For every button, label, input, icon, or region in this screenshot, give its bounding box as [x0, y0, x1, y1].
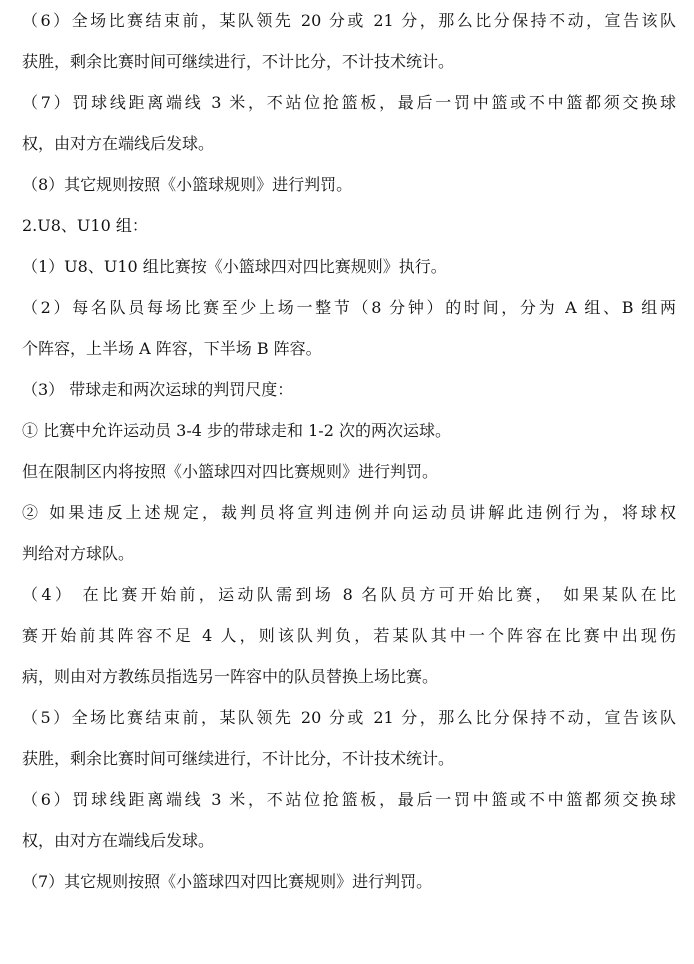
section-heading-u8-u10: 2.U8、U10 组：: [22, 216, 148, 235]
u8-rule-3-item-2-line-2: 判给对方球队。: [22, 544, 135, 563]
paragraph-7-line-2: 权，由对方在端线后发球。: [22, 134, 215, 153]
u8-rule-6-line-2: 权，由对方在端线后发球。: [22, 831, 215, 850]
u8-rule-3-item-1-note: 但在限制区内将按照《小篮球四对四比赛规则》进行判罚。: [22, 462, 439, 481]
u8-rule-5-line-1: （5）全场比赛结束前，某队领先 20 分或 21 分，那么比分保持不动，宣告该队: [22, 708, 676, 727]
u8-rule-3-item-2-line-1: ② 如果违反上述规定，裁判员将宣判违例并向运动员讲解此违例行为，将球权: [22, 503, 676, 522]
u8-rule-2-line-2: 个阵容，上半场 A 阵容，下半场 B 阵容。: [22, 339, 322, 358]
u8-rule-3: （3） 带球走和两次运球的判罚尺度：: [22, 380, 294, 399]
paragraph-8: （8）其它规则按照《小篮球规则》进行判罚。: [22, 175, 353, 194]
u8-rule-1: （1）U8、U10 组比赛按《小篮球四对四比赛规则》执行。: [22, 257, 447, 276]
paragraph-7-line-1: （7）罚球线距离端线 3 米，不站位抢篮板，最后一罚中篮或不中篮都须交换球: [22, 93, 676, 112]
u8-rule-6-line-1: （6）罚球线距离端线 3 米，不站位抢篮板，最后一罚中篮或不中篮都须交换球: [22, 790, 676, 809]
u8-rule-4-line-2: 赛开始前其阵容不足 4 人，则该队判负，若某队其中一个阵容在比赛中出现伤: [22, 626, 676, 645]
paragraph-6-line-2: 获胜，剩余比赛时间可继续进行，不计比分，不计技术统计。: [22, 52, 455, 71]
u8-rule-3-item-1: ① 比赛中允许运动员 3-4 步的带球走和 1-2 次的两次运球。: [22, 421, 451, 440]
u8-rule-4-line-3: 病，则由对方教练员指选另一阵容中的队员替换上场比赛。: [22, 667, 439, 686]
u8-rule-4-line-1: （4） 在比赛开始前，运动队需到场 8 名队员方可开始比赛， 如果某队在比: [22, 585, 676, 604]
u8-rule-5-line-2: 获胜，剩余比赛时间可继续进行，不计比分，不计技术统计。: [22, 749, 455, 768]
paragraph-6-line-1: （6）全场比赛结束前，某队领先 20 分或 21 分，那么比分保持不动，宣告该队: [22, 11, 676, 30]
u8-rule-7: （7）其它规则按照《小篮球四对四比赛规则》进行判罚。: [22, 872, 433, 891]
u8-rule-2-line-1: （2）每名队员每场比赛至少上场一整节（8 分钟）的时间，分为 A 组、B 组两: [22, 298, 676, 317]
